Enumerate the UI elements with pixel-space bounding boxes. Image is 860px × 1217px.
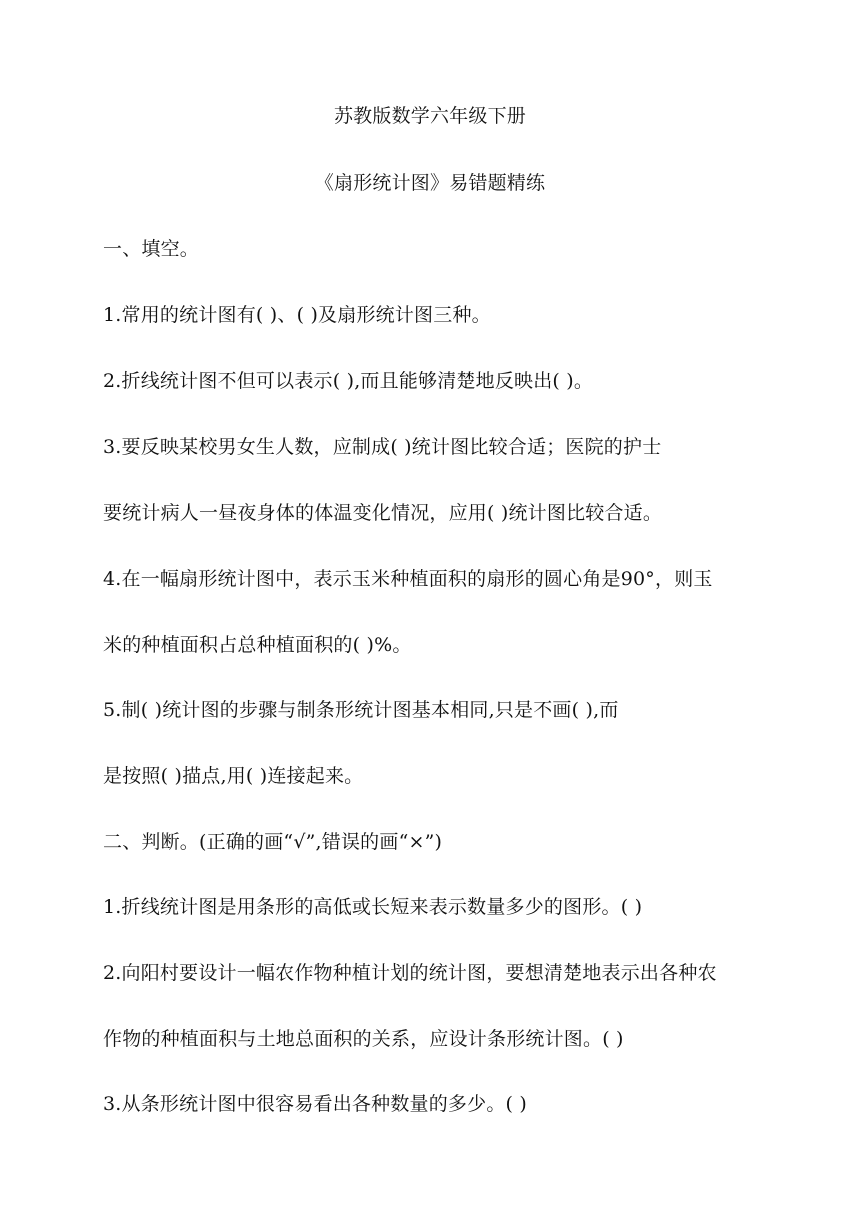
true-false-question-2-line-2: 作物的种植面积与土地总面积的关系，应设计条形统计图。( ) bbox=[103, 1028, 624, 1050]
document-subtitle: 《扇形统计图》易错题精练 bbox=[314, 172, 546, 194]
true-false-question-1: 1.折线统计图是用条形的高低或长短来表示数量多少的图形。( ) bbox=[103, 896, 643, 918]
fill-blank-question-4-line-1: 4.在一幅扇形统计图中，表示玉米种植面积的扇形的圆心角是90°，则玉 bbox=[103, 568, 713, 590]
section-heading-fill-blank: 一、填空。 bbox=[103, 238, 200, 260]
fill-blank-question-3-line-2: 要统计病人一昼夜身体的体温变化情况，应用( )统计图比较合适。 bbox=[103, 502, 663, 524]
fill-blank-question-3-line-1: 3.要反映某校男女生人数，应制成( )统计图比较合适；医院的护士 bbox=[103, 436, 662, 458]
section-heading-true-false: 二、判断。(正确的画“√”,错误的画“×”) bbox=[103, 831, 443, 853]
true-false-question-2-line-1: 2.向阳村要设计一幅农作物种植计划的统计图，要想清楚地表示出各种农 bbox=[103, 962, 717, 984]
fill-blank-question-5-line-1: 5.制( )统计图的步骤与制条形统计图基本相同,只是不画( ),而 bbox=[103, 699, 619, 721]
document-title: 苏教版数学六年级下册 bbox=[333, 105, 526, 127]
fill-blank-question-5-line-2: 是按照( )描点,用( )连接起来。 bbox=[103, 765, 364, 787]
fill-blank-question-2: 2.折线统计图不但可以表示( ),而且能够清楚地反映出( )。 bbox=[103, 370, 594, 392]
fill-blank-question-1: 1.常用的统计图有( )、( )及扇形统计图三种。 bbox=[103, 304, 491, 326]
true-false-question-3: 3.从条形统计图中很容易看出各种数量的多少。( ) bbox=[103, 1093, 527, 1115]
fill-blank-question-4-line-2: 米的种植面积占总种植面积的( )%。 bbox=[103, 634, 412, 656]
